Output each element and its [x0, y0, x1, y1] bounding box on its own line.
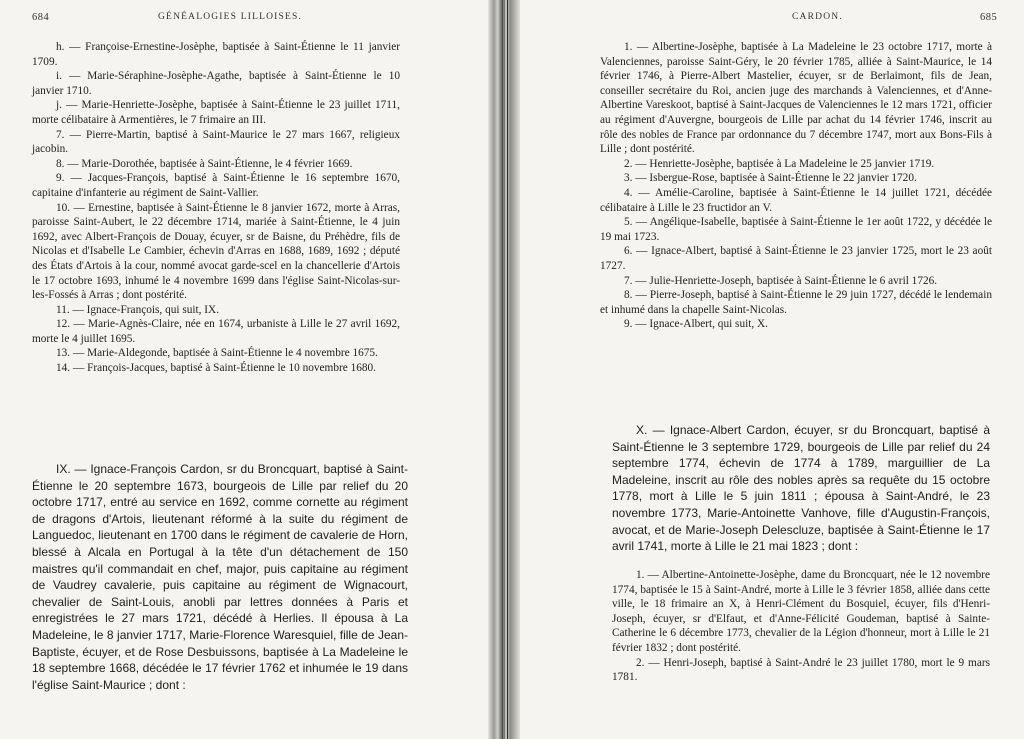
left-main-entry [32, 461, 408, 693]
entry-r1: 1. — Albertine-Josèphe, baptisée à La Madeleine le 23 octobre 1717, morte à Valenciennes, paroisse Saint-Géry, le 20 février 1785, alliée à Saint-Maurice, le 14 février 1746, à Pierre-Albert Mastelier, écuyer, sr de Berlaimont, fils de Jean, conseiller secrétaire du Roi, ancien juge des marchands à Valenciennes, et d'Anne-Albertine Vareskoot, baptisé à Saint-Jacques de Valenciennes le 12 mars 1721, officier au régiment d'Auvergne, bourgeois de Lille par achat du 14 février 1746, inscrit au rôle des nobles de France par ordonnance du 7 décembre 1747, mort aux Bons-Fils à Lille ; dont postérité. [600, 41, 992, 156]
right-main-entry [612, 422, 990, 555]
entry-r4: 4. — Amélie-Caroline, baptisée à Saint-Étienne le 14 juillet 1721, décédée célibataire à Lille le 23 fructidor an V. [600, 186, 992, 214]
right-page [520, 0, 1024, 739]
entry-11: 11. — Ignace-François, qui suit, IX. [56, 303, 220, 316]
child-2: 2. — Henri-Joseph, baptisé à Saint-André le 23 juillet 1780, mort le 9 mars 1781. [612, 656, 990, 684]
left-running-head: GÉNÉALOGIES LILLOISES. [158, 12, 303, 22]
entry-8: 8. — Marie-Dorothée, baptisée à Saint-Étienne, le 4 février 1669. [56, 157, 353, 170]
child-1: 1. — Albertine-Antoinette-Josèphe, dame du Broncquart, née le 12 novembre 1774, baptisée le 15 à Saint-André, morte à Lille le 3 février 1858, alliée dans cette ville, le 18 frimaire an X, à Henri-Clément du Bosquiel, écuyer, fils d'Henri-Joseph, écuyer, sr d'Elfaut, et d'Anne-Félicité Goudeman, baptisé à Sainte-Catherine le 6 décembre 1773, chevalier de la Légion d'honneur, mort à Lille le 21 février 1832 ; dont postérité. [612, 569, 990, 654]
entry-r6: 6. — Ignace-Albert, baptisé à Saint-Étienne le 23 janvier 1725, mort le 23 août 1727. [600, 245, 992, 272]
left-page [0, 0, 488, 739]
left-page-number: 684 [32, 12, 50, 23]
entry-ix: IX. — Ignace-François Cardon, sr du Broncquart, baptisé à Saint-Étienne le 20 septembre 1673, bourgeois de Lille par relief du 20 octobre 1717, entré au service en 1692, comme cornette au régiment de dragons d'Artois, lieutenant réformé à la suite du régiment de Languedoc, lieutenant en 1700 dans le régiment de cavalerie de Horn, blessé à Alcala en Portugal à la tête d'un détachement de 150 maistres qu'il commandait en chef, major, puis capitaine au régiment de Vaudrey cavalerie, puis capitaine au régiment de Wignacourt, chevalier de Saint-Louis, anobli par lettres données à Paris et enregistrées le 27 mars 1721, décédé à Herlies. Il épousa à La Madeleine, le 8 janvier 1717, Marie-Florence Waresquiel, fille de Jean-Baptiste, écuyer, et de Rose Desbuissons, baptisée à La Madeleine le 18 septembre 1668, décédée le 17 février 1762 et inhumée le 19 dans l'église Saint-Maurice ; dont : [32, 462, 408, 692]
right-page-number: 685 [980, 12, 998, 23]
entry-r3: 3. — Isbergue-Rose, baptisée à Saint-Étienne le 22 janvier 1720. [624, 172, 917, 185]
entry-10: 10. — Ernestine, baptisée à Saint-Étienne le 8 janvier 1672, morte à Arras, paroisse Saint-Aubert, le 22 décembre 1714, mariée à Saint-Étienne, le 4 juin 1692, avec Albert-François de Douay, écuyer, sr de Baisne, du Préhèdre, fils de Nicolas et d'Isabelle Le Cambier, échevin d'Arras en 1688, 1689, 1692 ; député des États d'Artois à la cour, nommé avocat garde-scel en la chancellerie d'Artois le 17 octobre 1693, inhumé le 4 novembre 1699 dans l'église Saint-Nicolas-sur-les-Fossés à Arras ; dont postérité. [32, 201, 400, 302]
entry-r9: 9. — Ignace-Albert, qui suit, X. [624, 318, 769, 331]
right-entries [600, 40, 992, 332]
entry-9: 9. — Jacques-François, baptisé à Saint-Étienne le 16 septembre 1670, capitaine d'infanterie au régiment de Saint-Vallier. [32, 172, 400, 199]
entry-14: 14. — François-Jacques, baptisé à Saint-Étienne le 10 novembre 1680. [56, 362, 376, 375]
entry-r8: 8. — Pierre-Joseph, baptisé à Saint-Étienne le 29 juin 1727, décédé le lendemain et inhumé dans la chapelle Saint-Nicolas. [600, 289, 992, 316]
entry-x: X. — Ignace-Albert Cardon, écuyer, sr du Broncquart, baptisé à Saint-Étienne le 3 septembre 1729, bourgeois de Lille par relief du 24 septembre 1774, échevin de 1774 à 1789, marguillier de La Madeleine, inscrit au rôle des nobles après sa requête du 15 octobre 1778, mort à Lille le 5 juin 1811 ; épousa à Saint-André, le 23 novembre 1773, Marie-Antoinette Vanhove, fille d'Augustin-François, avocat, et de Marie-Joseph Delescluze, baptisée à Saint-Étienne le 17 avril 1741, morte à Lille le 21 mai 1823 ; dont : [612, 423, 990, 554]
right-children [612, 568, 990, 685]
entry-i: i. — Marie-Séraphine-Josèphe-Agathe, baptisée à Saint-Étienne le 10 janvier 1710. [32, 70, 400, 97]
left-entries [32, 40, 400, 376]
right-running-head: CARDON. [792, 12, 843, 22]
entry-r5: 5. — Angélique-Isabelle, baptisée à Saint-Étienne le 1er août 1722, y décédée le 19 mai 1723. [600, 216, 992, 243]
entry-j: j. — Marie-Henriette-Josèphe, baptisée à Saint-Étienne le 23 juillet 1711, morte célibataire à Armentières, le 7 frimaire an III. [32, 99, 400, 126]
entry-7: 7. — Pierre-Martin, baptisé à Saint-Maurice le 27 mars 1667, religieux jacobin. [32, 128, 400, 156]
entry-13: 13. — Marie-Aldegonde, baptisée à Saint-Étienne le 4 novembre 1675. [56, 347, 378, 360]
entry-r2: 2. — Henriette-Josèphe, baptisée à La Madeleine le 25 janvier 1719. [624, 157, 935, 170]
book-gutter [488, 0, 520, 739]
entry-r7: 7. — Julie-Henriette-Joseph, baptisée à Saint-Étienne le 6 avril 1726. [624, 274, 938, 287]
entry-12: 12. — Marie-Agnès-Claire, née en 1674, urbaniste à Lille le 27 avril 1692, morte le 4 juillet 1695. [32, 318, 400, 345]
entry-h: h. — Françoise-Ernestine-Josèphe, baptisée à Saint-Étienne le 11 janvier 1709. [32, 41, 400, 68]
